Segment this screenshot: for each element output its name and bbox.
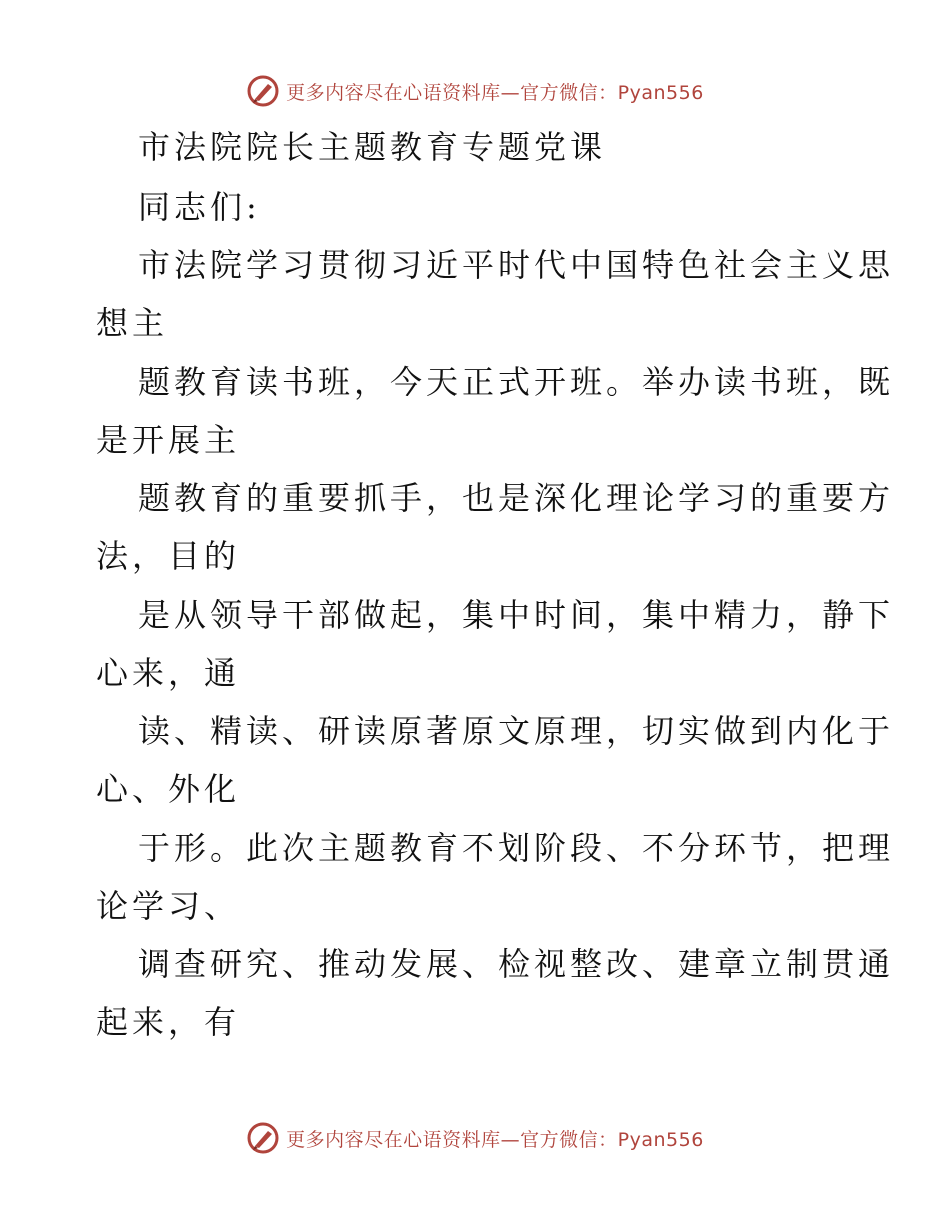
- pen-logo-icon: [246, 1121, 280, 1155]
- watermark-text: 更多内容尽在心语资料库—官方微信：Pyan556: [286, 81, 704, 104]
- paragraph-line: 是开展主: [96, 421, 241, 459]
- paragraph-line: 法，目的: [96, 537, 241, 575]
- paragraph-line: 是从领导干部做起，集中时间，集中精力，静下: [138, 596, 895, 634]
- paragraph-line: 心、外化: [96, 770, 241, 808]
- paragraph-line: 题教育的重要抓手，也是深化理论学习的重要方: [138, 479, 895, 517]
- salutation: 同志们:: [138, 188, 261, 226]
- paragraph-line: 调查研究、推动发展、检视整改、建章立制贯通: [138, 945, 895, 983]
- footer-watermark: [0, 1118, 950, 1158]
- paragraph-line: 论学习、: [96, 887, 241, 925]
- paragraph-line: 读、精读、研读原著原文原理，切实做到内化于: [138, 712, 895, 750]
- watermark-text: 更多内容尽在心语资料库—官方微信：Pyan556: [286, 1128, 704, 1151]
- paragraph-line: 于形。此次主题教育不划阶段、不分环节，把理: [138, 829, 895, 867]
- paragraph-line: 题教育读书班，今天正式开班。举办读书班，既: [138, 363, 895, 401]
- paragraph-line: 心来，通: [96, 654, 241, 692]
- paragraph-line: 起来，有: [96, 1003, 241, 1041]
- document-title: 市法院院长主题教育专题党课: [138, 128, 607, 166]
- paragraph-line: 市法院学习贯彻习近平时代中国特色社会主义思: [138, 246, 895, 284]
- paragraph-line: 想主: [96, 304, 169, 342]
